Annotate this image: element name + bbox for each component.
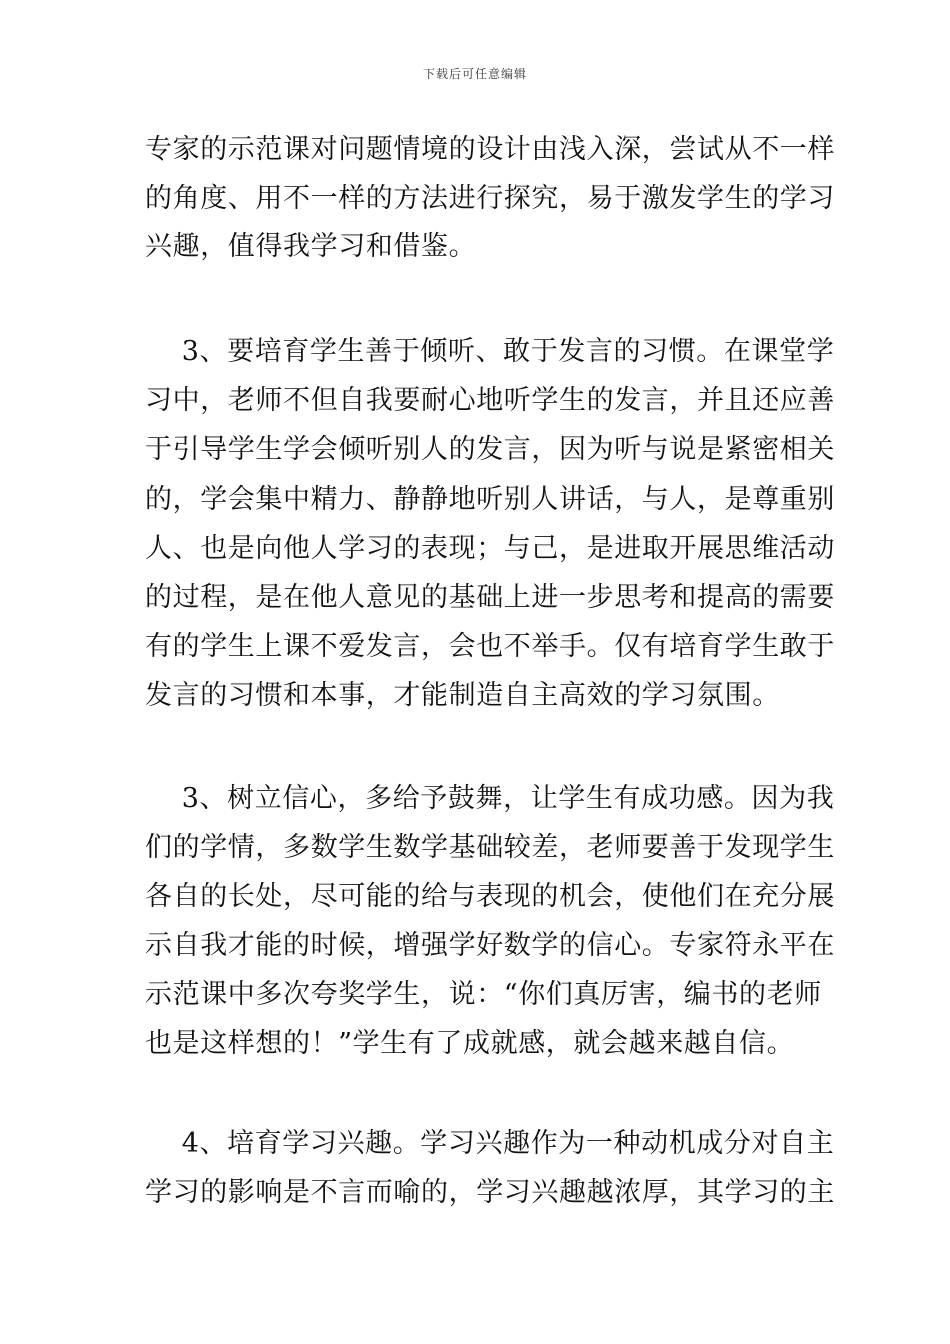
text-line: 示范课中多次夸奖学生，说：“你们真厉害，编书的老师 <box>145 979 822 1010</box>
header-note: 下载后可任意编辑 <box>422 67 527 81</box>
text-line: 也是这样想的！”学生有了成就感，就会越来越自信。 <box>145 1028 795 1059</box>
text-line: 于引导学生学会倾听别人的发言，因为听与说是紧密相关 <box>145 434 835 465</box>
text-line: 兴趣，值得我学习和借鉴。 <box>145 231 477 262</box>
text-line: 有的学生上课不爱发言，会也不举手。仅有培育学生敢于 <box>145 631 835 662</box>
text-line: 的，学会集中精力、静静地听别人讲话，与人，是尊重别 <box>145 484 835 515</box>
text-line: 发言的习惯和本事，才能制造自主高效的学习氛围。 <box>145 680 780 711</box>
text-line: 人、也是向他人学习的表现；与己，是进取开展思维活动 <box>145 533 835 564</box>
paragraph-start-line: 4、培育学习兴趣。学习兴趣作为一种动机成分对自主 <box>145 1128 835 1159</box>
text-line: 专家的示范课对问题情境的设计由浅入深，尝试从不一样 <box>145 134 835 165</box>
text-line: 们的学情，多数学生数学基础较差，老师要善于发现学生 <box>145 832 835 863</box>
paragraph-start-line: 3、树立信心，多给予鼓舞，让学生有成功感。因为我 <box>145 783 835 814</box>
text-line: 示自我才能的时候，增强学好数学的信心。专家符永平在 <box>145 930 835 961</box>
text-line: 的过程，是在他人意见的基础上进一步思考和提高的需要 <box>145 582 835 613</box>
text-line: 各自的长处，尽可能的给与表现的机会，使他们在充分展 <box>145 881 835 912</box>
text-line: 习中，老师不但自我要耐心地听学生的发言，并且还应善 <box>145 385 835 416</box>
paragraph-start-line: 3、要培育学生善于倾听、敢于发言的习惯。在课堂学 <box>145 336 835 367</box>
text-line: 学习的影响是不言而喻的，学习兴趣越浓厚，其学习的主 <box>145 1177 835 1208</box>
text-line: 的角度、用不一样的方法进行探究，易于激发学生的学习 <box>145 183 835 214</box>
